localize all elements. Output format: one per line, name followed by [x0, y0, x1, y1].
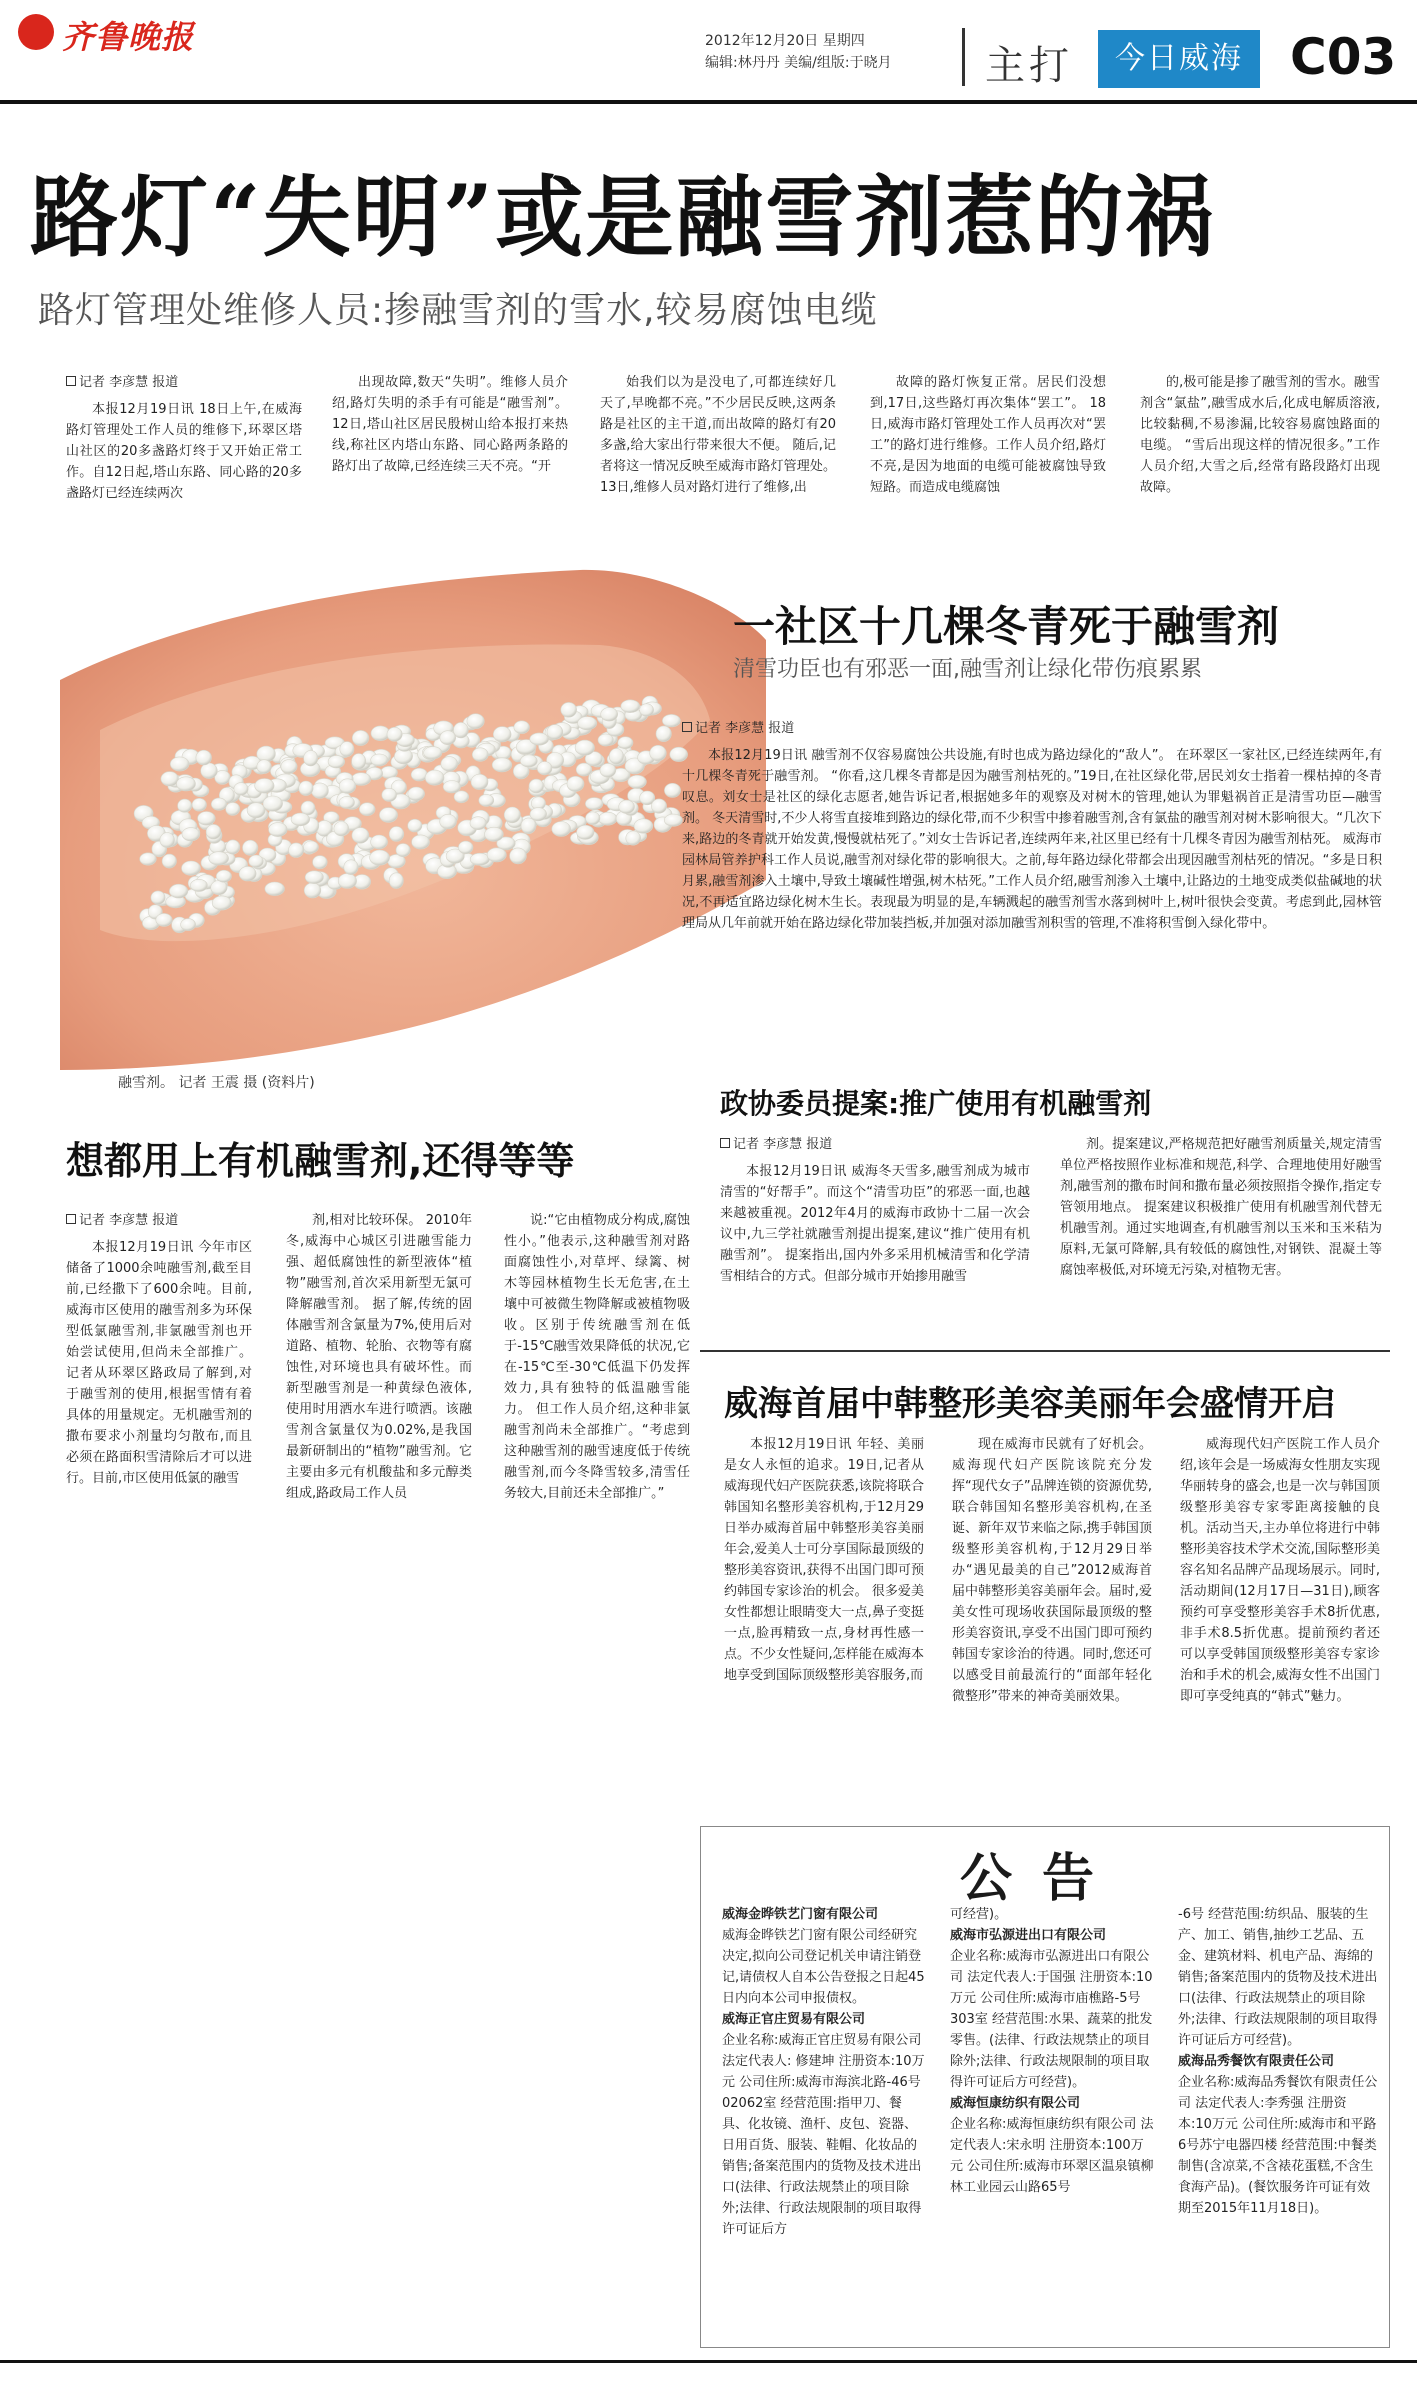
story5-col-1: [724, 1434, 924, 1686]
byline-text: 记者 李彦慧 报道: [695, 721, 795, 736]
section-name: 主打: [985, 43, 1073, 89]
notice-entry: [950, 2093, 1154, 2198]
main-col-2: [332, 372, 568, 477]
notice-text: 威海金晔铁艺门窗有限公司经研究决定,拟向公司登记机关申请注销登记,请债权人自本公告登报之日起45日内向本公司申报债权。: [722, 1928, 925, 2006]
newspaper-logo: [18, 10, 218, 54]
story3-paragraph: 说:“它由植物成分构成,腐蚀性小。”他表示,这种融雪剂对路面腐蚀性小,对草坪、绿篱、树木等园林植物生长无危害,在土壤中可被微生物降解或被植物吸收。区别于传统融雪剂在低于-15℃融雪效果降低的状况,它在-15℃至-30℃低温下仍发挥效力,具有独特的低温融雪能力。 但工作人员介绍,这种非氯融雪剂尚未全部推广。“考虑到这种融雪剂的融雪速度低于传统融雪剂,而今冬降雪较多,清雪任务较大,目前还未全部推广。”: [504, 1213, 690, 1501]
story4-paragraph: 本报12月19日讯 威海冬天雪多,融雪剂成为城市清雪的“好帮手”。而这个“清雪功臣”的邪恶一面,也越来越被重视。2012年4月的威海市政协十二届一次会议中,九三学社就融雪剂提出提案,建议“推广使用有机融雪剂”。 提案指出,国内外多采用机械清雪和化学清雪相结合的方式。但部分城市开始掺用融雪: [720, 1164, 1030, 1284]
masthead: [0, 0, 1417, 92]
masthead-divider: [962, 28, 965, 86]
story5-paragraph: 本报12月19日讯 年轻、美丽是女人永恒的追求。19日,记者从威海现代妇产医院获悉,该院将联合韩国知名整形美容机构,于12月29日举办威海首届中韩整形美容美丽年会,爱美人士可分享国际最顶级的整形美容资讯,获得不出国门即可预约韩国专家诊治的机会。 很多爱美女性都想让眼睛变大一点,鼻子变挺一点,脸再精致一点,身材再性感一点。不少女性疑问,怎样能在威海本地享受到国际顶级整形美容服务,而: [724, 1437, 924, 1683]
byline-box-icon: [66, 1214, 76, 1224]
notice-company: 威海品秀餐饮有限责任公司: [1178, 2054, 1335, 2069]
byline-text: 记者 李彦慧 报道: [733, 1137, 833, 1152]
notice-text: 企业名称:威海恒康纺织有限公司 法定代表人:宋永明 注册资本:100万元 公司住所:威海市环翠区温泉镇柳林工业园云山路65号: [950, 2117, 1154, 2195]
byline-box-icon: [682, 722, 692, 732]
notice-col-2: [950, 1904, 1154, 2198]
story4-col-1: [720, 1134, 1030, 1287]
story3-byline: [66, 1210, 252, 1231]
story5-col-3: [1180, 1434, 1380, 1707]
notice-text: 企业名称:威海品秀餐饮有限责任公司 法定代表人:李秀强 注册资本:10万元 公司住所:威海市和平路6号苏宁电器四楼 经营范围:中餐类制售(含凉菜,不含裱花蛋糕,不含生食海产品)。(餐饮服务许可证有效期至2015年11月18日)。: [1178, 2075, 1378, 2216]
main-paragraph: 始我们以为是没电了,可都连续好几天了,早晚都不亮。”不少居民反映,这两条路是社区的主干道,而出故障的路灯有20多盏,给大家出行带来很大不便。 随后,记者将这一情况反映至威海市路灯管理处。13日,维修人员对路灯进行了维修,出: [600, 375, 836, 495]
story3-col-2: [286, 1210, 472, 1504]
notice-company: 威海恒康纺织有限公司: [950, 2096, 1081, 2111]
byline-box-icon: [720, 1138, 730, 1148]
story5-paragraph: 威海现代妇产医院工作人员介绍,该年会是一场威海女性朋友实现华丽转身的盛会,也是一次与韩国顶级整形美容专家零距离接触的良机。活动当天,主办单位将进行中韩整形美容技术学术交流,国际整形美容名知名品牌产品现场展示。同时,活动期间(12月17日—31日),顾客预约可享受整形美容手术8折优惠,非手术8.5折优惠。提前预约者还可以享受韩国顶级整形美容专家诊治和手术的机会,威海女性不出国门即可享受纯真的“韩式”魅力。: [1180, 1437, 1380, 1704]
notice-text: 企业名称:威海正官庄贸易有限公司 法定代表人: 修建坤 注册资本:10万元 公司住所:威海市海滨北路-46号02062室 经营范围:指甲刀、餐具、化妆镜、渔杆、皮包、瓷器、日用百货、服装、鞋帽、化妆品的销售;备案范围内的货物及技术进出口(法律、行政法规禁止的项目除外;法律、行政法规限制的项目取得许可证后方: [722, 2033, 925, 2237]
story5-paragraph: 现在威海市民就有了好机会。威海现代妇产医院该院充分发挥“现代女子”品牌连锁的资源优势,联合韩国知名整形美容机构,在圣诞、新年双节来临之际,携手韩国顶级整形美容机构,于12月29日举办“遇见最美的自己”2012威海首届中韩整形美容美丽年会。届时,爱美女性可现场收获国际最顶级的整形美容资讯,享受不出国门即可预约韩国专家诊治的待遇。同时,您还可以感受目前最流行的“面部年轻化微整形”带来的神奇美丽效果。: [952, 1437, 1152, 1704]
story5-title: 威海首届中韩整形美容美丽年会盛情开启: [724, 1384, 1336, 1424]
story3-title: 想都用上有机融雪剂,还得等等: [66, 1139, 575, 1183]
logo-text: 齐鲁晚报: [62, 18, 195, 56]
main-col-5: [1140, 372, 1380, 498]
story3-col-1: [66, 1210, 252, 1489]
main-col-3: [600, 372, 836, 498]
byline-text: 记者 李彦慧 报道: [79, 375, 179, 390]
logo-emblem-icon: [18, 14, 54, 50]
notice-col-3: [1178, 1904, 1378, 2219]
bottom-rule: [0, 2360, 1417, 2363]
story2-body: [682, 718, 1382, 934]
issue-meta: [705, 30, 955, 74]
page-number: C03: [1290, 28, 1397, 86]
story2-byline: [682, 718, 1382, 739]
story4-byline: [720, 1134, 1030, 1155]
editors-line: 编辑:林丹丹 美编/组版:于晓月: [705, 55, 892, 71]
story2-subhead: 清雪功臣也有邪恶一面,融雪剂让绿化带伤痕累累: [733, 657, 1202, 682]
photo-caption: 融雪剂。 记者 王震 摄 (资料片): [118, 1075, 315, 1091]
notice-entry: [1178, 2051, 1378, 2219]
byline-text: 记者 李彦慧 报道: [79, 1213, 179, 1228]
story3-col-3: [504, 1210, 690, 1504]
story2-paragraph: 本报12月19日讯 融雪剂不仅容易腐蚀公共设施,有时也成为路边绿化的“敌人”。 在环翠区一家社区,已经连续两年,有十几棵冬青死于融雪剂。 “你看,这几棵冬青都是因为融雪剂枯死的。”19日,在社区绿化带,居民刘女士指着一棵枯掉的冬青叹息。刘女士是社区的绿化志愿者,她告诉记者,根据她多年的观察及对树木的管理,她认为罪魁祸首正是清雪功臣—融雪剂。 冬天清雪时,不少人将雪直接堆到路边的绿化带,而不少积雪中掺着融雪剂,含有氯盐的融雪剂对树木影响很大。“几次下来,路边的冬青就开始发黄,慢慢就枯死了。”刘女士告诉记者,连续两年来,社区里已经有十几棵冬青因为融雪剂枯死。 威海市园林局管养护科工作人员说,融雪剂对绿化带的影响很大。之前,每年路边绿化带都会出现因融雪剂枯死的情况。“多是日积月累,融雪剂渗入土壤中,导致土壤碱性增强,树木枯死。”工作人员介绍,融雪剂渗入土壤中,让路边的土地变成类似盐碱地的状况,不再适宜路边绿化树木生长。表现最为明显的是,车辆溅起的融雪剂雪水落到树叶上,树叶很快会变黄。考虑到此,园林管理局从几年前就开始在路边绿化带加装挡板,并加强对添加融雪剂积雪的管理,不准将积雪倒入绿化带中。: [682, 748, 1382, 931]
story5-col-2: [952, 1434, 1152, 1707]
photo-deicing-salt: [60, 550, 766, 1070]
issue-date: 2012年12月20日 星期四: [705, 33, 865, 49]
notice-entry: [722, 1904, 926, 2009]
main-byline: [66, 372, 302, 393]
notice-text: 可经营)。: [950, 1907, 1008, 1922]
main-paragraph: 故障的路灯恢复正常。居民们没想到,17日,这些路灯再次集体“罢工”。 18日,威海市路灯管理处工作人员再次对“罢工”的路灯进行维修。工作人员介绍,路灯不亮,是因为地面的电缆可能被腐蚀导致短路。而造成电缆腐蚀: [870, 375, 1106, 495]
notice-col-1: [722, 1904, 926, 2240]
notice-title: 公告: [960, 1849, 1125, 1909]
notice-company: 威海金晔铁艺门窗有限公司: [722, 1907, 879, 1922]
notice-company: 威海市弘源进出口有限公司: [950, 1928, 1107, 1943]
main-subhead: 路灯管理处维修人员:掺融雪剂的雪水,较易腐蚀电缆: [38, 290, 878, 331]
story4-title: 政协委员提案:推广使用有机融雪剂: [720, 1087, 1152, 1120]
main-paragraph: 出现故障,数天“失明”。维修人员介绍,路灯失明的杀手有可能是“融雪剂”。 12日,塔山社区居民殷树山给本报打来热线,称社区内塔山东路、同心路两条路的路灯出了故障,已经连续三天不亮。“开: [332, 375, 568, 474]
main-col-4: [870, 372, 1106, 498]
section-tab: 今日威海: [1098, 30, 1260, 88]
story2-title: 一社区十几棵冬青死于融雪剂: [733, 602, 1280, 651]
byline-box-icon: [66, 376, 76, 386]
top-rule: [0, 100, 1417, 104]
notice-text: 企业名称:威海市弘源进出口有限公司 法定代表人:于国强 注册资本:10万元 公司住所:威海市庙樵路-5号303室 经营范围:水果、蔬菜的批发零售。(法律、行政法规禁止的项目除外;法律、行政法规限制的项目取得许可证后方可经营)。: [950, 1949, 1153, 2090]
story4-col-2: [1060, 1134, 1382, 1281]
story3-paragraph: 本报12月19日讯 今年市区储备了1000余吨融雪剂,截至目前,已经撒下了600余吨。目前,威海市区使用的融雪剂多为环保型低氯融雪剂,非氯融雪剂也开始尝试使用,但尚未全部推广。 记者从环翠区路政局了解到,对于融雪剂的使用,根据雪情有着具体的用量规定。无机融雪剂的撒布要求小剂量均匀散布,而且必须在路面积雪清除后才可以进行。目前,市区使用低氯的融雪: [66, 1240, 252, 1486]
main-paragraph: 的,极可能是掺了融雪剂的雪水。融雪剂含“氯盐”,融雪成水后,化成电解质溶液,比较黏稠,不易渗漏,比较容易腐蚀路面的电缆。 “雪后出现这样的情况很多。”工作人员介绍,大雪之后,经常有路段路灯出现故障。: [1140, 375, 1380, 495]
notice-entry: [722, 2009, 926, 2240]
hand-with-salt-illustration: [60, 550, 766, 1070]
story3-paragraph: 剂,相对比较环保。 2010年冬,威海中心城区引进融雪能力强、超低腐蚀性的新型液体“植物”融雪剂,首次采用新型无氯可降解融雪剂。 据了解,传统的固体融雪剂含氯量为7%,使用后对道路、植物、轮胎、衣物等有腐蚀性,对环境也具有破坏性。而新型融雪剂是一种黄绿色液体,使用时用洒水车进行喷洒。该融雪剂含氯量仅为0.02%,是我国最新研制出的“植物”融雪剂。它主要由多元有机酸盐和多元醇类组成,路政局工作人员: [286, 1213, 472, 1501]
story4-paragraph: 剂。提案建议,严格规范把好融雪剂质量关,规定清雪单位严格按照作业标准和规范,科学、合理地使用好融雪剂,融雪剂的撒布时间和撒布量必须按照指令操作,指定专管领用地点。 提案建议积极推广使用有机融雪剂代替无机融雪剂。通过实地调查,有机融雪剂以玉米和玉米秸为原料,无氯可降解,具有较低的腐蚀性,对钢铁、混凝土等腐蚀率极低,对环境无污染,对植物无害。: [1060, 1137, 1382, 1278]
notice-company: 威海正官庄贸易有限公司: [722, 2012, 866, 2027]
main-paragraph: 本报12月19日讯 18日上午,在威海路灯管理处工作人员的维修下,环翠区塔山社区的20多盏路灯终于又开始正常工作。自12日起,塔山东路、同心路的20多盏路灯已经连续两次: [66, 402, 302, 501]
main-headline: 路灯“失明”或是融雪剂惹的祸: [30, 165, 1216, 269]
main-col-1: [66, 372, 302, 504]
story5-top-rule: [700, 1350, 1390, 1352]
notice-text: -6号 经营范围:纺织品、服装的生产、加工、销售,抽纱工艺品、五金、建筑材料、机电产品、海绵的销售;备案范围内的货物及技术进出口(法律、行政法规禁止的项目除外;法律、行政法规限制的项目取得许可证后方可经营)。: [1178, 1907, 1378, 2048]
notice-entry: [950, 1925, 1154, 2093]
